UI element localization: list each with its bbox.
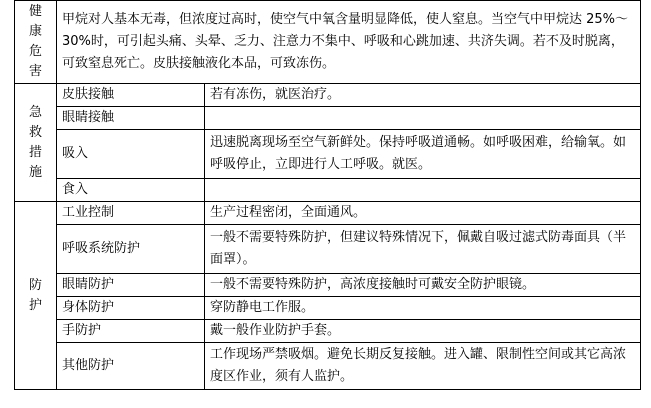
protection-row bbox=[15, 343, 641, 390]
protection-category-label: 防护 bbox=[28, 277, 42, 313]
first-aid-label: 眼睛接触 bbox=[57, 107, 205, 130]
health-hazard-category-label: 健康危害 bbox=[28, 4, 42, 79]
protection-label: 手防护 bbox=[57, 320, 205, 343]
protection-text: 生产过程密闭，全面通风。 bbox=[205, 202, 641, 225]
protection-row bbox=[15, 202, 641, 225]
first-aid-text bbox=[205, 107, 641, 130]
first-aid-row bbox=[15, 107, 641, 130]
first-aid-category-label: 急救措施 bbox=[28, 104, 42, 180]
protection-text: 工作现场严禁吸烟。避免长期反复接触。进入罐、限制性空间或其它高浓度区作业，须有人监护。 bbox=[205, 343, 641, 390]
protection-row bbox=[15, 320, 641, 343]
hazard-table bbox=[14, 0, 641, 390]
protection-text: 一般不需要特殊防护，高浓度接触时可戴安全防护眼镜。 bbox=[205, 274, 641, 297]
first-aid-row bbox=[15, 179, 641, 202]
first-aid-label: 吸入 bbox=[57, 130, 205, 179]
first-aid-row bbox=[15, 84, 641, 107]
protection-label: 眼睛防护 bbox=[57, 274, 205, 297]
protection-row bbox=[15, 297, 641, 320]
first-aid-label: 食入 bbox=[57, 179, 205, 202]
health-hazard-row bbox=[15, 1, 641, 84]
protection-label: 其他防护 bbox=[57, 343, 205, 390]
first-aid-row bbox=[15, 130, 641, 179]
protection-label: 呼吸系统防护 bbox=[57, 225, 205, 274]
first-aid-category-cell bbox=[15, 84, 57, 202]
protection-row bbox=[15, 225, 641, 274]
protection-text: 一般不需要特殊防护，但建议特殊情况下，佩戴自吸过滤式防毒面具（半面罩）。 bbox=[205, 225, 641, 274]
protection-text: 戴一般作业防护手套。 bbox=[205, 320, 641, 343]
protection-label: 身体防护 bbox=[57, 297, 205, 320]
health-hazard-text: 甲烷对人基本无毒，但浓度过高时，使空气中氧含量明显降低，使人窒息。当空气中甲烷达 25%～30%时，可引起头痛、头晕、乏力、注意力不集中、呼吸和心跳加速、共济失调。若不及时脱离，可致窒息死亡。皮肤接触液化本品，可致冻伤。 bbox=[57, 1, 641, 84]
first-aid-text bbox=[205, 179, 641, 202]
protection-label: 工业控制 bbox=[57, 202, 205, 225]
protection-row bbox=[15, 274, 641, 297]
health-hazard-category-cell bbox=[15, 1, 57, 84]
protection-text: 穿防静电工作服。 bbox=[205, 297, 641, 320]
first-aid-label: 皮肤接触 bbox=[57, 84, 205, 107]
first-aid-text: 迅速脱离现场至空气新鲜处。保持呼吸道通畅。如呼吸困难，给输氧。如呼吸停止，立即进行人工呼吸。就医。 bbox=[205, 130, 641, 179]
protection-category-cell bbox=[15, 202, 57, 390]
first-aid-text: 若有冻伤，就医治疗。 bbox=[205, 84, 641, 107]
